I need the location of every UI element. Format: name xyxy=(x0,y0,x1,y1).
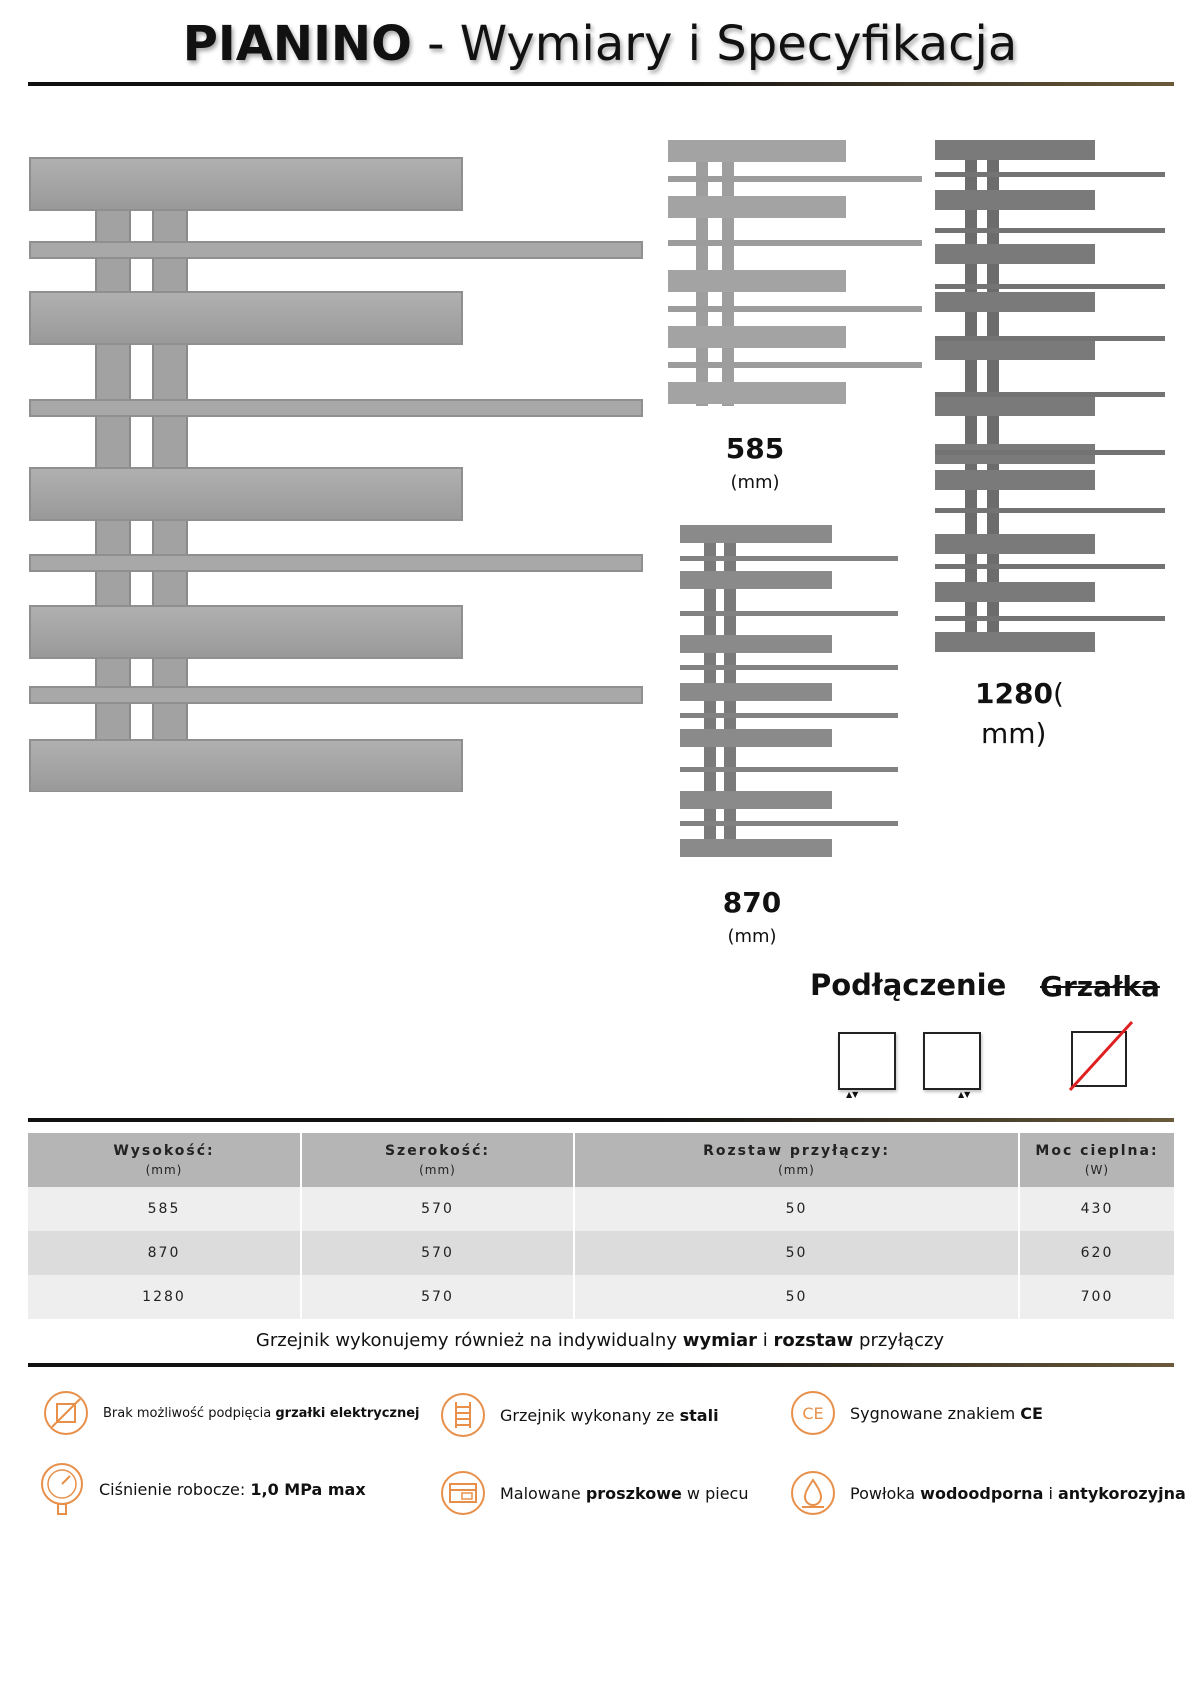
unit-label-870: (mm) xyxy=(727,926,777,947)
svg-text:CE: CE xyxy=(802,1404,824,1423)
feature-coating xyxy=(790,1468,1186,1518)
specification-table xyxy=(28,1133,1174,1319)
heater-crossed-box xyxy=(1068,1020,1140,1096)
height-label-1280 xyxy=(975,674,1064,714)
cell-spacing: 50 xyxy=(574,1275,1019,1319)
height-value-1280: 1280 xyxy=(975,677,1053,710)
feature-powder xyxy=(440,1468,748,1518)
cell-spacing: 50 xyxy=(574,1187,1019,1231)
feature-pressure-text: Ciśnienie robocze: 1,0 MPa max xyxy=(99,1479,366,1499)
feature-pressure xyxy=(39,1464,366,1514)
feature-steel xyxy=(440,1390,719,1440)
page-title: PIANINO - Wymiary i Specyfikacja xyxy=(182,16,1018,72)
cell-width: 570 xyxy=(301,1187,574,1231)
ce-mark-icon xyxy=(790,1390,836,1436)
radiator-icon xyxy=(440,1392,486,1438)
feature-coating-text: Powłoka wodoodporna i antykorozyjna xyxy=(850,1483,1186,1503)
header-spacing: Rozstaw przyłączy: (mm) xyxy=(574,1133,1019,1187)
feature-steel-text: Grzejnik wykonany ze stali xyxy=(500,1405,719,1425)
feature-powder-text: Malowane proszkowe w piecu xyxy=(500,1483,749,1503)
connection-box-right xyxy=(923,1032,981,1090)
height-suffix-1280: ( xyxy=(1052,677,1064,710)
unit-label-585: (mm) xyxy=(730,472,780,493)
pressure-gauge-icon xyxy=(39,1461,85,1517)
cell-height: 585 xyxy=(28,1187,301,1231)
header-width: Szerokość: (mm) xyxy=(301,1133,574,1187)
connection-arrows-right: ▲▼ xyxy=(958,1090,971,1099)
cell-power: 620 xyxy=(1019,1231,1174,1275)
features-divider xyxy=(28,1363,1174,1367)
header-height: Wysokość: (mm) xyxy=(28,1133,301,1187)
table-row xyxy=(28,1275,1174,1319)
radiator-drawing-870 xyxy=(680,525,900,859)
feature-ce xyxy=(790,1388,1043,1438)
height-label-585: 585 xyxy=(725,432,785,465)
unit-label-1280: mm) xyxy=(981,717,1047,750)
feature-no-heater xyxy=(43,1388,420,1438)
table-row xyxy=(28,1187,1174,1231)
radiator-drawing-1280 xyxy=(935,140,1167,654)
water-drop-icon xyxy=(790,1470,836,1516)
cell-width: 570 xyxy=(301,1231,574,1275)
feature-no-heater-text: Brak możliwość podpięcia grzałki elektrycznej xyxy=(103,1405,420,1421)
cell-height: 870 xyxy=(28,1231,301,1275)
connection-box-left xyxy=(838,1032,896,1090)
radiator-drawing-large xyxy=(28,152,648,792)
feature-ce-text: Sygnowane znakiem CE xyxy=(850,1403,1043,1423)
cell-spacing: 50 xyxy=(574,1231,1019,1275)
heater-title: Grzałka xyxy=(1040,970,1160,1003)
custom-size-note: Grzejnik wykonujemy również na indywidualny wymiar i rozstaw przyłączy xyxy=(255,1330,945,1351)
connection-arrows-left: ▲▼ xyxy=(846,1090,859,1099)
height-label-870: 870 xyxy=(722,886,782,919)
connection-title: Podłączenie xyxy=(810,968,1007,1002)
oven-icon xyxy=(440,1470,486,1516)
header-power: Moc cieplna: (W) xyxy=(1019,1133,1174,1187)
table-top-divider xyxy=(28,1118,1174,1122)
no-heater-icon xyxy=(43,1390,89,1436)
cell-power: 700 xyxy=(1019,1275,1174,1319)
header-divider xyxy=(28,82,1174,86)
table-row xyxy=(28,1231,1174,1275)
cell-power: 430 xyxy=(1019,1187,1174,1231)
cell-width: 570 xyxy=(301,1275,574,1319)
radiator-drawing-585 xyxy=(668,140,924,408)
cell-height: 1280 xyxy=(28,1275,301,1319)
table-header-row xyxy=(28,1133,1174,1187)
